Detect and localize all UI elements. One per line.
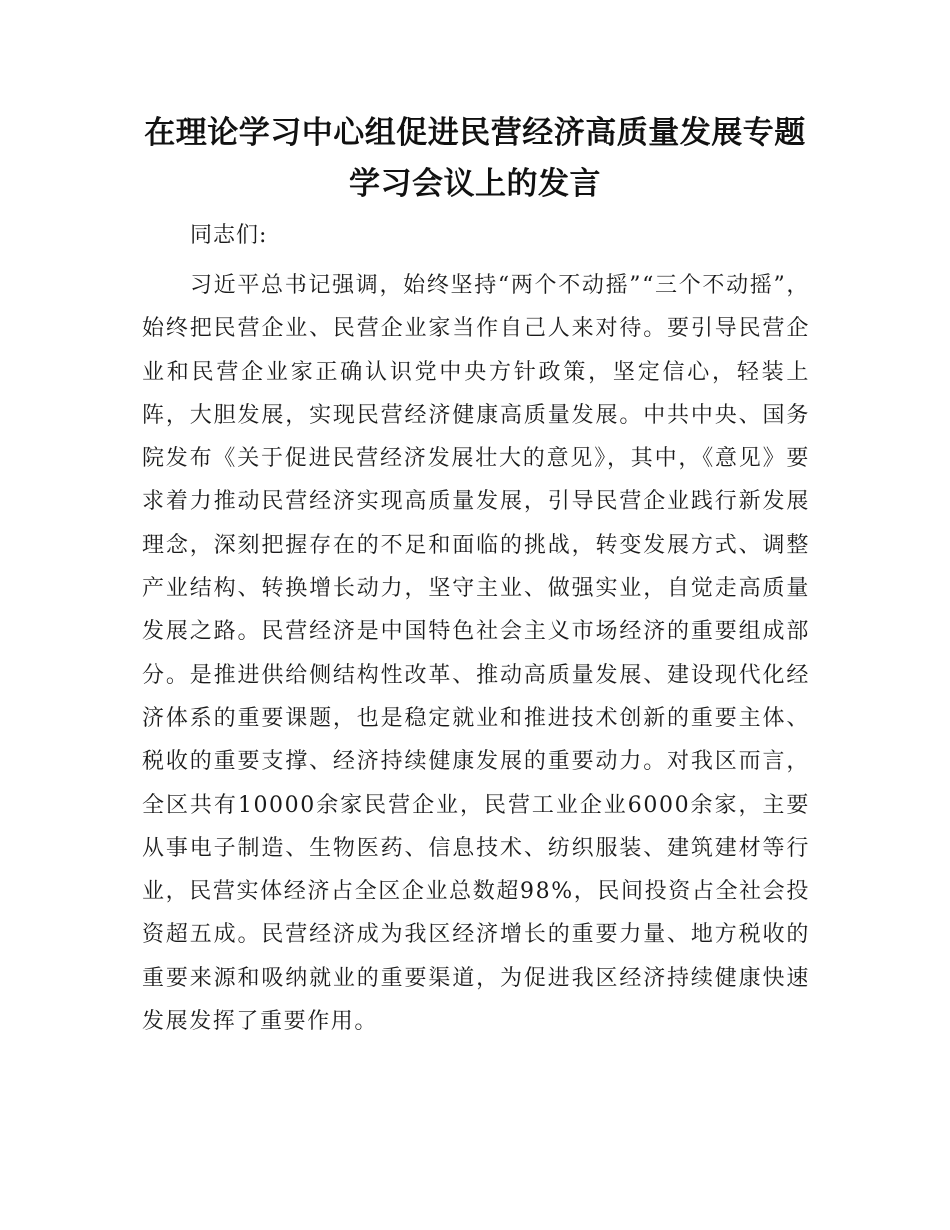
body-paragraph: 习近平总书记强调，始终坚持“两个不动摇”“三个不动摇”，始终把民营企业、民营企业家当作自己人来对待。要引导民营企业和民营企业家正确认识党中央方针政策，坚定信心，轻装上阵，大胆发展，实现民营经济健康高质量发展。中共中央、国务院发布《关于促进民营经济发展壮大的意见》，其中，《意见》要求着力推动民营经济实现高质量发展，引导民营企业践行新发展理念，深刻把握存在的不足和面临的挑战，转变发展方式、调整产业结构、转换增长动力，坚守主业、做强实业，自觉走高质量发展之路。民营经济是中国特色社会主义市场经济的重要组成部分。是推进供给侧结构性改革、推动高质量发展、建设现代化经济体系的重要课题，也是稳定就业和推进技术创新的重要主体、税收的重要支撑、经济持续健康发展的重要动力。对我区而言，全区共有10000余家民营企业，民营工业企业6000余家，主要从事电子制造、生物医药、信息技术、纺织服装、建筑建材等行业，民营实体经济占全区企业总数超98%，民间投资占全社会投资超五成。民营经济成为我区经济增长的重要力量、地方税收的重要来源和吸纳就业的重要渠道，为促进我区经济持续健康快速发展发挥了重要作用。 [142, 273, 810, 1035]
greeting: 同志们: [190, 223, 268, 248]
document-title: 在理论学习中心组促进民营经济高质量发展专题学习会议上的发言 [144, 115, 806, 202]
